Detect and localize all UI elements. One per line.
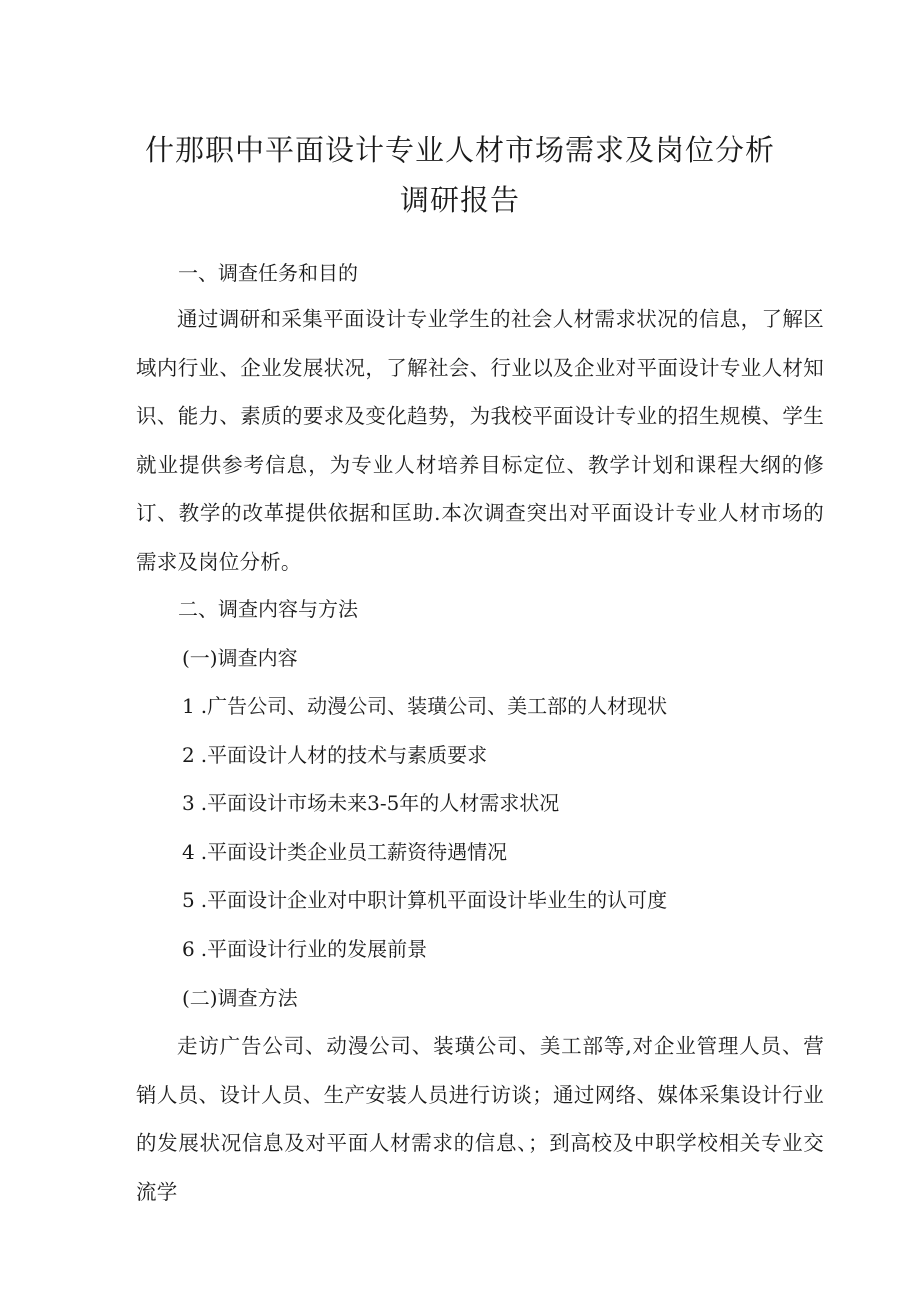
- list-item: [182, 691, 667, 721]
- list-item-number: 4: [182, 840, 195, 864]
- list-item: [182, 885, 667, 915]
- section1-paragraph: 通过调研和采集平面设计专业学生的社会人材需求状况的信息，了解区域内行业、企业发展状况，了解社会、行业以及企业对平面设计专业人材知识、能力、素质的要求及变化趋势，为我校平面设计专业的招生规模、学生就业提供参考信息，为专业人材培养目标定位、教学计划和课程大纲的修订、教学的改革提供依据和匡助.本次调查突出对平面设计专业人材市场的需求及岗位分析。: [136, 307, 824, 574]
- document-title-line1: 什那职中平面设计专业人材市场需求及岗位分析: [144, 133, 775, 167]
- section1-heading: 一、调查任务和目的: [178, 261, 358, 285]
- list-item-number: 1: [182, 694, 195, 718]
- list-item: [182, 740, 487, 770]
- list-item-number: 2: [182, 743, 195, 767]
- list-item-text: .平面设计行业的发展前景: [200, 937, 428, 961]
- list-item: [182, 837, 507, 867]
- list-item: [182, 934, 427, 964]
- document-title-line2: 调研报告: [399, 183, 520, 217]
- subsection1-heading: (一)调查内容: [182, 646, 298, 670]
- list-item-text: .平面设计企业对中职计算机平面设计毕业生的认可度: [200, 888, 668, 912]
- list-item-text: .广告公司、动漫公司、装璜公司、美工部的人材现状: [200, 694, 668, 718]
- subsection2-heading: (二)调查方法: [182, 986, 298, 1010]
- method-paragraph: 走访广告公司、动漫公司、装璜公司、美工部等,对企业管理人员、营销人员、设计人员、生产安装人员进行访谈；通过网络、媒体采集设计行业的发展状况信息及对平面人材需求的信息、；到高校及中职学校相关专业交流学: [136, 1034, 824, 1204]
- list-item-number: 5: [182, 888, 195, 912]
- list-item-number: 3: [182, 791, 195, 815]
- list-item-text: .平面设计类企业员工薪资待遇情况: [200, 840, 508, 864]
- list-item-text: .平面设计市场未来3-5年的人材需求状况: [200, 791, 560, 815]
- list-item: [182, 788, 559, 818]
- section2-heading: 二、调查内容与方法: [178, 597, 358, 621]
- list-item-number: 6: [182, 937, 195, 961]
- list-item-text: .平面设计人材的技术与素质要求: [200, 743, 488, 767]
